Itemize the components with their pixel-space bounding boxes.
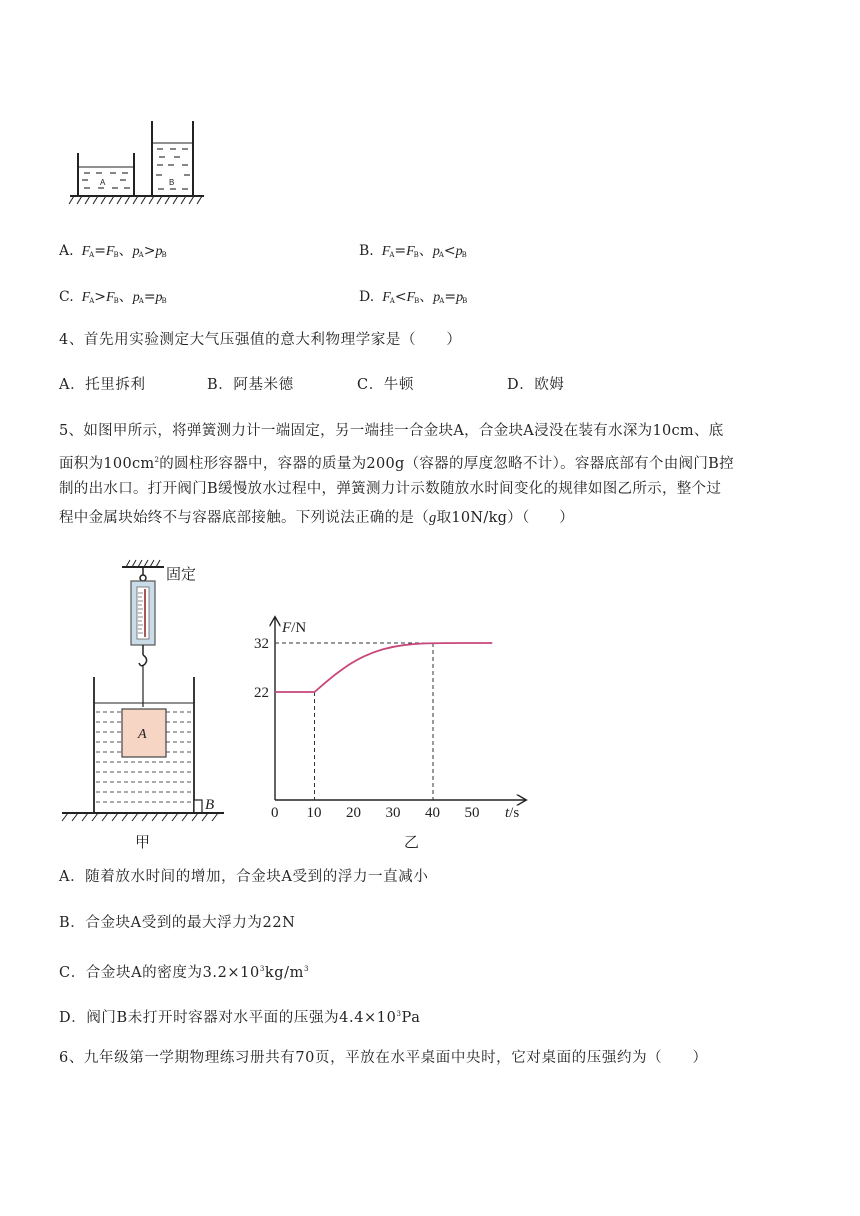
q5-option-a[interactable]: A．随着放水时间的增加，合金块A受到的浮力一直减小 <box>59 869 429 885</box>
x-tick-label: 50 <box>464 805 480 821</box>
q5-stem-line3: 制的出水口。打开阀门B缓慢放水过程中，弹簧测力计示数随放水时间变化的规律如图乙所示，整个过 <box>59 481 722 497</box>
figure-jia-caption: 甲 <box>135 833 151 851</box>
q3-option-c[interactable]: C. $F_A>F_B$、$p_A=p_B$ <box>59 289 167 305</box>
x-tick-label: 20 <box>346 805 361 821</box>
x-axis-label: t/s <box>505 805 520 821</box>
q3-containers-figure <box>62 115 212 210</box>
valve-b-label: B <box>205 797 215 813</box>
q3-option-b[interactable]: B. $F_A=F_B$、$p_A<p_B$ <box>359 243 467 259</box>
q5-figure-jia <box>58 555 228 855</box>
block-a-label: A <box>138 727 147 742</box>
q5-option-d[interactable]: D．阀门B未打开时容器对水平面的压强为$4.4\times 10^3Pa$ <box>59 1010 421 1026</box>
q4-option-d[interactable]: D．欧姆 <box>507 377 565 393</box>
q4-option-b[interactable]: B．阿基米德 <box>207 377 294 393</box>
x-tick-label: 0 <box>271 805 279 821</box>
x-tick-label: 10 <box>306 805 322 821</box>
container-a-label: A <box>100 178 106 187</box>
spring-scale <box>131 567 155 666</box>
container-a <box>78 153 134 195</box>
x-tick-label: 30 <box>385 805 401 821</box>
y-tick-label: 32 <box>254 636 269 652</box>
valve-b <box>194 800 202 813</box>
q4-option-a[interactable]: A．托里拆利 <box>59 377 146 393</box>
y-tick-label: 22 <box>254 685 269 701</box>
x-tick-label: 40 <box>425 805 440 821</box>
q3-option-a[interactable]: A. $F_A=F_B$、$p_A>p_B$ <box>59 243 167 259</box>
q5-stem-line2: 面积为$100cm^2$的圆柱形容器中，容器的质量为200g（容器的厚度忽略不计）。容器底部有个由阀门B控 <box>59 456 734 472</box>
figure-yi-caption: 乙 <box>404 833 420 851</box>
container-b-label: B <box>169 178 175 187</box>
y-axis-label: F/N <box>282 620 307 636</box>
q5-figure-yi-chart <box>240 610 540 855</box>
fixed-label: 固定 <box>166 565 197 583</box>
q5-option-c[interactable]: C．合金块A的密度为$3.2\times 10^3kg/m^3$ <box>59 965 310 981</box>
q5-stem-line4: 程中金属块始终不与容器底部接触。下列说法正确的是（g取10N/kg）（ ） <box>59 510 575 526</box>
q6-stem: 6、九年级第一学期物理练习册共有70页，平放在水平桌面中央时，它对桌面的压强约为（ ） <box>59 1050 708 1066</box>
q4-stem: 4、首先用实验测定大气压强值的意大利物理学家是（ ） <box>59 332 462 348</box>
q3-option-d[interactable]: D. $F_A<F_B$、$p_A=p_B$ <box>359 289 468 305</box>
q5-option-b[interactable]: B．合金块A受到的最大浮力为22N <box>59 915 296 931</box>
series-line-force <box>275 643 492 692</box>
q4-option-c[interactable]: C．牛顿 <box>357 377 414 393</box>
q5-stem-line1: 5、如图甲所示，将弹簧测力计一端固定，另一端挂一合金块A，合金块A浸没在装有水深为10cm、底 <box>59 423 724 439</box>
